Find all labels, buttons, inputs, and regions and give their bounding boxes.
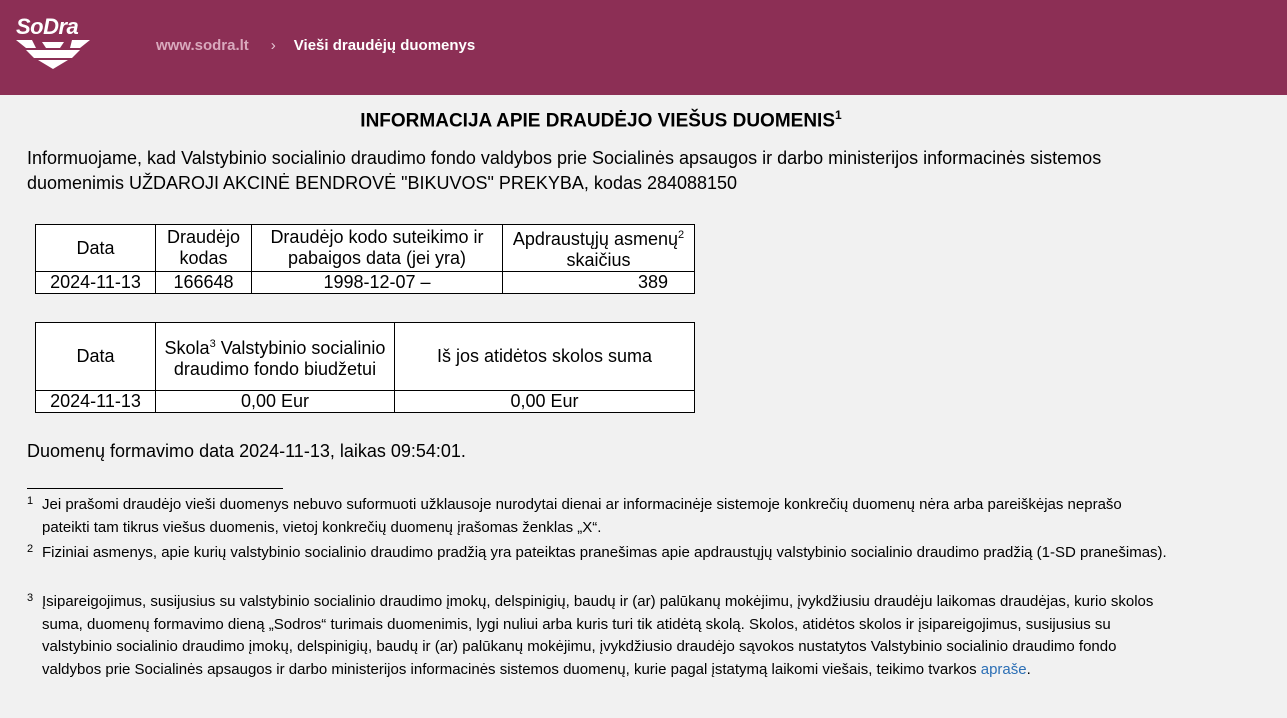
logo-text: SoDra bbox=[16, 14, 79, 39]
col-code: Draudėjo kodas bbox=[156, 225, 252, 272]
debt-table bbox=[35, 322, 695, 413]
breadcrumb-home-link[interactable]: www.sodra.lt bbox=[156, 37, 249, 54]
breadcrumb-current: Vieši draudėjų duomenys bbox=[293, 37, 476, 54]
col-insured bbox=[503, 225, 695, 272]
cell-deferred: 0,00 Eur bbox=[395, 391, 695, 413]
cell-insured: 389 bbox=[503, 272, 695, 294]
logo-emblem-icon bbox=[14, 38, 94, 70]
col-date: Data bbox=[36, 323, 156, 391]
footnote-ref-1: 1 bbox=[835, 108, 842, 122]
footnote-3 bbox=[27, 591, 1167, 681]
footnote-text: Jei prašomi draudėjo vieši duomenys nebuvo suformuoti užklausoje nurodytai dienai ar informacinėje sistemoje konkrečių duomenų nėra arba pareiškėjas neprašo pateikti tam tikrus viešus duomenis, vietoj konkrečių duomenų įrašomas ženklas „X“. bbox=[42, 496, 1122, 536]
sodra-logo[interactable] bbox=[14, 14, 94, 70]
table-header-row bbox=[36, 225, 695, 272]
footnote-ref-2: 2 bbox=[677, 229, 685, 241]
breadcrumb-separator-icon: › bbox=[270, 37, 276, 54]
footnote-mark: 3 bbox=[27, 592, 34, 604]
col-insured-pre: Apdraustųjų asmenų bbox=[512, 229, 678, 249]
table-row bbox=[36, 272, 695, 294]
col-insured-post: skaičius bbox=[566, 250, 631, 270]
footnote-text: Fiziniai asmenys, apie kurių valstybinio socialinio draudimo pradžią yra pateiktas pranešimas apie apdraustųjų valstybinio socialinio draudimo pradžią (1-SD pranešimas). bbox=[42, 544, 1167, 561]
col-debt-pre: Skola bbox=[164, 337, 210, 358]
formation-date: Duomenų formavimo data 2024-11-13, laikas 09:54:01. bbox=[27, 441, 466, 461]
table-header-row bbox=[36, 323, 695, 391]
footnote-1 bbox=[27, 494, 1167, 539]
cell-date: 2024-11-13 bbox=[36, 272, 156, 294]
footnote-body bbox=[42, 591, 1167, 681]
intro-text: Informuojame, kad Valstybinio socialinio draudimo fondo valdybos prie Socialinės apsaugos ir darbo ministerijos informacinės sistemos duomenimis UŽDAROJI AKCINĖ BENDROVĖ "BIKUVOS" PREKYBA, kodas 284088150 bbox=[27, 148, 1102, 193]
table-row bbox=[36, 391, 695, 413]
cell-code: 166648 bbox=[156, 272, 252, 294]
breadcrumb bbox=[156, 37, 475, 54]
page-title-text: INFORMACIJA APIE DRAUDĖJO VIEŠUS DUOMENIS bbox=[360, 110, 835, 132]
footnote-end: . bbox=[1026, 660, 1031, 678]
col-period: Draudėjo kodo suteikimo ir pabaigos data (jei yra) bbox=[252, 225, 503, 272]
footnote-text: Įsipareigojimus, susijusius su valstybinio socialinio draudimo įmokų, delspinigių, baudų ir (ar) palūkanų mokėjimu, įvykdžiusiu draudėju laikomas draudėjas, kurio skolos suma, duomenų formavimo dieną „Sodros“ turimais duomenimis, lygi nuliui arba kuris turi tik atidėtą skolą. Skolos, atidėtos skolos ir įsipareigojimus, susijusius su valstybinio socialinio draudimo įmokų, delspinigių, baudų ir (ar) palūkanų mokėjimu, įvykdžiusio draudėjo sąvokos nustatytos Valstybinio socialinio draudimo fondo valdybos prie Socialinės apsaugos ir darbo ministerijos informacinės sistemos duomenų, kurie pagal įstatymą laikomi viešais, teikimo tvarkos bbox=[42, 593, 1154, 678]
footnote-2 bbox=[27, 542, 1167, 565]
footnote-ref-3: 3 bbox=[209, 337, 216, 350]
page-title bbox=[0, 108, 1202, 132]
col-debt bbox=[156, 323, 395, 391]
footnote-mark: 1 bbox=[27, 495, 34, 507]
site-header bbox=[0, 0, 1287, 95]
col-date: Data bbox=[36, 225, 156, 272]
apraše-link[interactable]: apraše bbox=[980, 660, 1027, 678]
col-deferred: Iš jos atidėtos skolos suma bbox=[395, 323, 695, 391]
cell-date: 2024-11-13 bbox=[36, 391, 156, 413]
footnote-mark: 2 bbox=[27, 543, 34, 555]
col-debt-post: Valstybinio socialinio draudimo fondo biudžetui bbox=[173, 337, 386, 379]
cell-period: 1998-12-07 – bbox=[252, 272, 503, 294]
insurer-table bbox=[35, 224, 695, 294]
footnote-divider bbox=[27, 488, 283, 489]
cell-debt: 0,00 Eur bbox=[156, 391, 395, 413]
